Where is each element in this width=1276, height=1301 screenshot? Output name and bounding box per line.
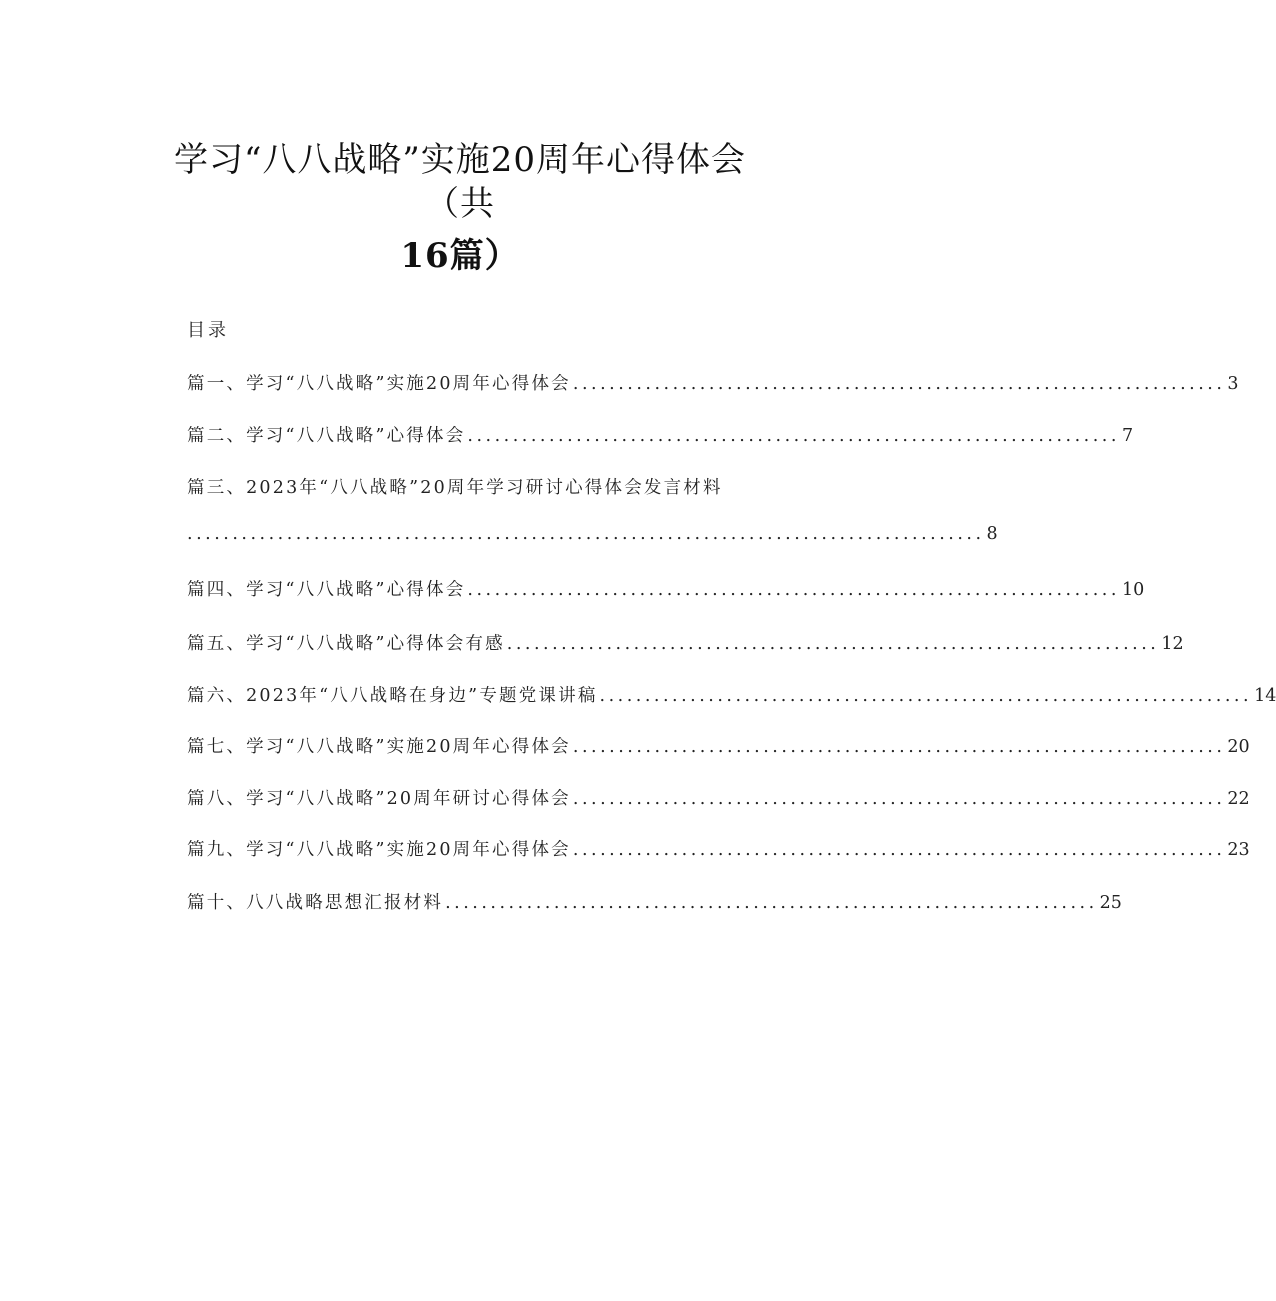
toc-entry[interactable] bbox=[187, 889, 1122, 917]
toc-entry-page: 12 bbox=[1161, 634, 1184, 654]
toc-entry-label: 篇二、学习“八八战略”心得体会 bbox=[187, 426, 466, 446]
document-title-line-1: 学习“八八战略”实施20周年心得体会 bbox=[173, 140, 747, 180]
document-title-line-3: 16篇） bbox=[400, 236, 520, 276]
toc-entry[interactable] bbox=[187, 682, 1276, 710]
document-title-line-2: （共 bbox=[425, 184, 495, 224]
toc-leader-dots: ........................................................................................ bbox=[187, 524, 985, 544]
toc-entry-page: 20 bbox=[1227, 737, 1250, 757]
toc-entry-page: 25 bbox=[1099, 893, 1122, 913]
toc-entry[interactable] bbox=[187, 474, 781, 502]
toc-leader-dots: ........................................................................ bbox=[445, 893, 1098, 913]
toc-entry-page: 10 bbox=[1121, 580, 1145, 600]
toc-entry[interactable] bbox=[187, 836, 1250, 864]
toc-entry-page: 7 bbox=[1121, 426, 1134, 446]
toc-leader-dots: ........................................................................ bbox=[572, 789, 1226, 809]
toc-entry[interactable] bbox=[187, 576, 1145, 604]
toc-entry-label: 篇六、2023年“八八战略在身边”专题党课讲稿 bbox=[187, 686, 598, 706]
toc-entry-page: 14 bbox=[1254, 686, 1276, 706]
toc-entry[interactable] bbox=[187, 733, 1250, 761]
toc-entry[interactable] bbox=[187, 630, 1184, 658]
toc-leader-dots: ........................................................................ bbox=[572, 737, 1226, 757]
toc-leader-dots: ........................................................................ bbox=[467, 426, 1120, 446]
toc-entry-label: 篇八、学习“八八战略”20周年研讨心得体会 bbox=[187, 789, 571, 809]
toc-entry-label: 篇三、2023年“八八战略”20周年学习研讨心得体会发言材料 bbox=[187, 478, 723, 498]
toc-entry-page: 23 bbox=[1227, 840, 1250, 860]
toc-entry-label: 篇十、八八战略思想汇报材料 bbox=[187, 893, 444, 913]
toc-entry-page: 3 bbox=[1227, 374, 1239, 394]
toc-leader-dots: ........................................................................ bbox=[599, 686, 1253, 706]
toc-heading: 目录 bbox=[187, 320, 229, 341]
toc-leader-dots: ........................................................................ bbox=[572, 374, 1226, 394]
toc-leader-dots: ........................................................................ bbox=[506, 634, 1160, 654]
toc-leader-dots: ........................................................................ bbox=[467, 580, 1120, 600]
toc-entry[interactable] bbox=[187, 785, 1250, 813]
toc-entry-label: 篇五、学习“八八战略”心得体会有感 bbox=[187, 634, 505, 654]
toc-entry-label: 篇九、学习“八八战略”实施20周年心得体会 bbox=[187, 840, 571, 860]
toc-entry-label: 篇四、学习“八八战略”心得体会 bbox=[187, 580, 466, 600]
toc-leader-dots: ........................................................................ bbox=[572, 840, 1226, 860]
toc-entry-label: 篇七、学习“八八战略”实施20周年心得体会 bbox=[187, 737, 571, 757]
toc-entry-page: 22 bbox=[1227, 789, 1250, 809]
toc-entry-label: 篇一、学习“八八战略”实施20周年心得体会 bbox=[187, 374, 571, 394]
toc-entry-continuation[interactable] bbox=[187, 524, 998, 552]
toc-entry-page: 8 bbox=[986, 524, 998, 544]
toc-entry[interactable] bbox=[187, 422, 1134, 450]
toc-entry[interactable] bbox=[187, 370, 1239, 398]
